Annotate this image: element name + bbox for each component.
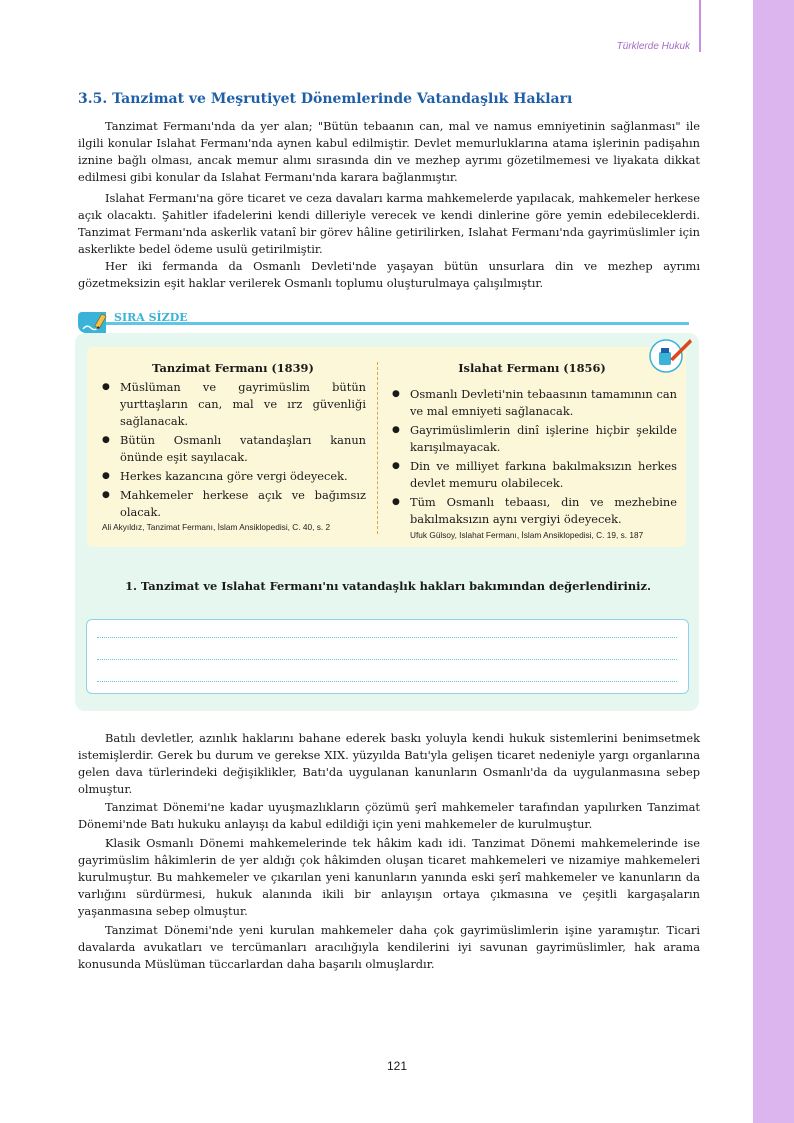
- islahat-title: Islahat Fermanı (1856): [458, 361, 606, 375]
- tanzimat-list: [102, 379, 366, 523]
- body-paragraph-2: Tanzimat Dönemi'ne kadar uyuşmazlıkların çözümü şerî mahkemeler tarafından yapılırken Tanzimat Dönemi'nde Batı hukuku anlayışı da kabul edildiği için yeni mahkemeler de kurulmuştur.: [78, 800, 700, 831]
- islahat-item: ● Gayrimüslimlerin dinî işlerine hiçbir şekilde karışılmayacak.: [392, 422, 677, 456]
- answer-field[interactable]: [86, 619, 689, 694]
- body-paragraph-3: Klasik Osmanlı Dönemi mahkemelerinde tek hâkim kadı idi. Tanzimat Dönemi mahkemelerinde ise gayrimüslim hâkimlerin de yer aldığı çok hâkimden oluşan ticaret mahkemeleri ve nizamiye mahkemeleri kurulmuştur. Bu mahkemeler ve çıkarılan yeni kanunların yanında eski şerî mahkemeler ve kanunların da varlığını sürdürmesi, hukuk alanında ikili bir anlayışın ortaya çıkmasına ve çeşitli kargaşaların yaşanmasına sebep olmuştur.: [78, 836, 700, 918]
- islahat-item: ● Tüm Osmanlı tebaası, din ve mezhebine bakılmaksızın aynı vergiyi ödeyecek.: [392, 494, 677, 528]
- answer-line: [97, 637, 677, 638]
- side-band: [753, 0, 794, 1123]
- islahat-list: [392, 386, 677, 530]
- pencil-icon: [78, 312, 106, 333]
- tanzimat-item: ● Müslüman ve gayrimüslim bütün yurttaşların can, mal ve ırz güvenliği sağlanacak.: [102, 379, 366, 430]
- body-paragraph-4: Tanzimat Dönemi'nde yeni kurulan mahkemeler daha çok gayrimüslimlerin işine yaramıştır. Ticari davalarda avukatları ve tercümanları aracılığıyla kendilerini iyi savunan gayrimüslimler, hak arama konusunda Müslüman tüccarlardan daha başarılı olmuşlardır.: [78, 923, 700, 971]
- column-divider: [377, 362, 378, 534]
- page-number: 121: [386, 1059, 408, 1073]
- tanzimat-source: Ali Akyıldız, Tanzimat Fermanı, İslam Ansiklopedisi, C. 40, s. 2: [102, 522, 331, 532]
- header-divider: [699, 0, 701, 52]
- islahat-item: ● Osmanlı Devleti'nin tebaasının tamamının can ve mal emniyeti sağlanacak.: [392, 386, 677, 420]
- intro-paragraph-1: Tanzimat Fermanı'nda da yer alan; "Bütün tebaanın can, mal ve namus emniyetinin sağlanması" ile ilgili konular Islahat Fermanı'nda aynen kabul edilmiştir. Devlet memurluklarına atama işlerinin padişahın iznine bağlı olması, ancak memur alımı sırasında din ve mezhep ayrımı gözetilmemesi ve liyakata dikkat edilmesi gibi konular da Islahat Fermanı'nda karara bağlanmıştır.: [78, 119, 700, 184]
- tanzimat-item: ● Mahkemeler herkese açık ve bağımsız olacak.: [102, 487, 366, 521]
- intro-paragraph-2: Islahat Fermanı'na göre ticaret ve ceza davaları karma mahkemelerde yapılacak, mahkemeler herkese açık olacaktı. Şahitler ifadelerini kendi dilleriyle verecek ve kendi dinlerine göre yemin edebileceklerdi. Tanzimat Fermanı'nda askerlik vatanî bir görev hâline getirilirken, Islahat Fermanı'nda gayrimüslimler için askerlikte bedel ödeme usulü getirilmiştir.: [78, 191, 700, 256]
- islahat-item: ● Din ve milliyet farkına bakılmaksızın herkes devlet memuru olabilecek.: [392, 458, 677, 492]
- answer-line: [97, 659, 677, 660]
- tanzimat-title: Tanzimat Fermanı (1839): [152, 361, 314, 375]
- activity-question: 1. Tanzimat ve Islahat Fermanı'nı vatandaşlık hakları bakımından değerlendiriniz.: [125, 579, 651, 593]
- section-title: 3.5. Tanzimat ve Meşrutiyet Dönemlerinde Vatandaşlık Hakları: [78, 91, 573, 107]
- tanzimat-item: ● Bütün Osmanlı vatandaşları kanun önünde eşit sayılacak.: [102, 432, 366, 466]
- header-label: Türklerde Hukuk: [616, 41, 690, 52]
- body-paragraph-1: Batılı devletler, azınlık haklarını bahane ederek baskı yoluyla kendi hukuk sistemlerini benimsetmek istemişlerdir. Gerek bu durum ve gerekse XIX. yüzyılda Batı'yla gelişen ticaret nedeniyle yargı organlarına gelen dava türlerindeki değişiklikler, Batı'da uygulanan kanunların Osmanlı'da da uygulanmasına sebep olmuştur.: [78, 731, 700, 796]
- islahat-source: Ufuk Gülsoy, Islahat Fermanı, İslam Ansiklopedisi, C. 19, s. 187: [410, 530, 644, 540]
- sira-sizde-label: SIRA SİZDE: [114, 311, 188, 324]
- intro-paragraph-3: Her iki fermanda da Osmanlı Devleti'nde yaşayan bütün unsurlara din ve mezhep ayrımı gözetmeksizin eşit haklar verilerek Osmanlı toplumu oluşturulmaya çalışılmıştır.: [78, 259, 700, 290]
- answer-line: [97, 681, 677, 682]
- tanzimat-item: ● Herkes kazancına göre vergi ödeyecek.: [102, 468, 366, 485]
